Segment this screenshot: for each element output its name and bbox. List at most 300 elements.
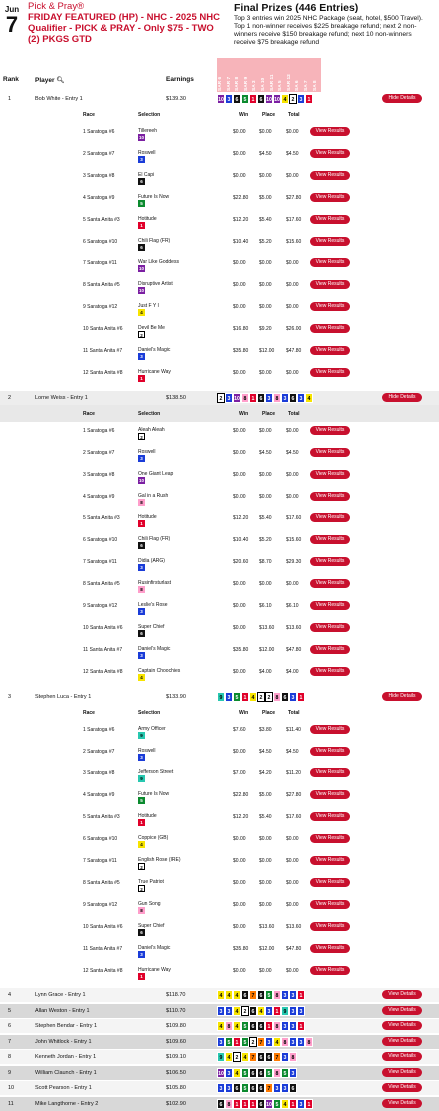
- pick-chip: 4: [217, 1021, 225, 1031]
- race-header-label: SAR 6: [218, 76, 223, 91]
- view-results-button[interactable]: View Results: [310, 645, 350, 654]
- detail-win: $12.20: [233, 216, 249, 223]
- detail-row: [0, 553, 439, 570]
- detail-selection: [138, 492, 169, 505]
- view-results-button[interactable]: View Results: [310, 834, 350, 843]
- pick-strip: [217, 1099, 313, 1110]
- pick-chip: 6: [257, 1083, 265, 1093]
- pick-chip: 5: [265, 1068, 273, 1078]
- rank-header: Rank: [3, 76, 19, 83]
- detail-win: $0.00: [233, 260, 246, 267]
- view-results-button[interactable]: View Results: [310, 215, 350, 224]
- saddle-cloth: 8: [138, 499, 145, 506]
- player-row: [0, 1066, 439, 1080]
- hide-details-button[interactable]: Hide Details: [382, 393, 422, 402]
- player-earnings: $133.90: [166, 693, 186, 700]
- detail-selection: [138, 725, 166, 738]
- detail-total: $47.80: [286, 348, 302, 354]
- pick-chip: 3: [289, 1037, 297, 1047]
- view-results-button[interactable]: View Results: [310, 944, 350, 953]
- detail-total: $0.00: [286, 858, 299, 864]
- pick-chip: 1: [249, 1099, 257, 1109]
- detail-selection: [138, 128, 157, 140]
- player-name[interactable]: Scott Pearson - Entry 1: [35, 1085, 92, 1092]
- player-name[interactable]: Allan Weston - Entry 1: [35, 1007, 90, 1014]
- view-results-button[interactable]: View Results: [310, 470, 350, 479]
- pick-chip: 2: [233, 1052, 241, 1062]
- pick-chip: 6: [257, 393, 265, 403]
- saddle-cloth: 4: [138, 309, 145, 316]
- view-details-button[interactable]: View Details: [382, 1037, 422, 1046]
- pick-chip: 2: [257, 692, 265, 702]
- detail-place: $5.40: [259, 216, 272, 223]
- detail-win: $0.00: [233, 879, 246, 886]
- race-header-label: SA 8: [312, 80, 318, 91]
- player-row: [0, 1081, 439, 1095]
- player-name[interactable]: Stephen Luca - Entry 1: [35, 693, 92, 700]
- pick-chip: 4: [225, 990, 233, 1000]
- pick-chip: 4: [225, 1052, 233, 1062]
- pick-chip: 6: [289, 393, 297, 403]
- pick-chip: 2: [217, 393, 225, 403]
- detail-selection: [138, 514, 157, 527]
- view-results-button[interactable]: View Results: [310, 346, 350, 355]
- detail-race: 6 Saratoga #10: [83, 836, 118, 843]
- race-header-label: SA 6: [295, 80, 301, 91]
- view-results-button[interactable]: View Results: [310, 856, 350, 865]
- detail-win: $0.00: [233, 923, 246, 930]
- horse-name: Hurricane Way: [138, 368, 171, 375]
- detail-place: $0.00: [259, 493, 272, 500]
- pick-chip: 5: [241, 1068, 249, 1078]
- pick-strip: [217, 94, 313, 105]
- detail-total: $6.10: [286, 603, 299, 609]
- view-results-button[interactable]: View Results: [310, 790, 350, 799]
- contest-date: [0, 0, 24, 36]
- detail-place: $5.40: [259, 814, 272, 821]
- player-rank: 5: [8, 1007, 12, 1014]
- detail-row: [0, 298, 439, 315]
- pick-chip: 1: [249, 94, 257, 104]
- pick-chip: 6: [257, 990, 265, 1000]
- view-results-button[interactable]: View Results: [310, 492, 350, 501]
- detail-race: 12 Santa Anita #8: [83, 967, 123, 974]
- horse-name: Roswell: [138, 149, 156, 156]
- pick-chip: 4: [281, 94, 289, 104]
- pick-strip: [217, 990, 305, 1001]
- detail-place: $0.00: [259, 901, 272, 908]
- pick-chip: 6: [217, 1099, 225, 1109]
- pick-chip: 6: [257, 1021, 265, 1031]
- hide-details-button[interactable]: Hide Details: [382, 692, 422, 701]
- view-details-button[interactable]: View Details: [382, 1052, 422, 1061]
- player-row: [0, 690, 439, 704]
- detail-selection: [138, 769, 174, 782]
- detail-win: $35.80: [233, 646, 249, 653]
- detail-row: [0, 743, 439, 760]
- detail-col-win: Win: [239, 410, 249, 417]
- detail-row: [0, 466, 439, 483]
- pick-chip: 7: [257, 1037, 265, 1047]
- view-details-button[interactable]: View Details: [382, 1006, 422, 1015]
- detail-selection: [138, 303, 159, 316]
- view-results-button[interactable]: View Results: [310, 149, 350, 158]
- detail-row: [0, 276, 439, 293]
- view-results-button[interactable]: View Results: [310, 535, 350, 544]
- view-results-button[interactable]: View Results: [310, 966, 350, 975]
- pick-chip: 4: [281, 1099, 289, 1109]
- detail-total: $17.60: [286, 216, 302, 223]
- view-results-button[interactable]: View Results: [310, 368, 350, 377]
- pick-chip: 9: [281, 1006, 289, 1016]
- detail-race: 7 Saratoga #11: [83, 559, 117, 566]
- leaderboard-header: [0, 76, 439, 92]
- pick-chip: 3: [225, 1006, 233, 1016]
- view-results-button[interactable]: View Results: [310, 513, 350, 522]
- detail-selection: [138, 558, 165, 571]
- prizes-panel: [234, 2, 434, 47]
- player-name[interactable]: Stephen Bendar - Entry 1: [35, 1023, 98, 1030]
- detail-row: [0, 852, 439, 869]
- detail-place: $0.00: [259, 879, 272, 886]
- pick-chip: 5: [265, 990, 273, 1000]
- search-icon[interactable]: 🔍︎: [56, 77, 65, 84]
- pick-chip: 4: [233, 990, 241, 1000]
- detail-total: $0.00: [286, 581, 299, 588]
- detail-row: [0, 896, 439, 913]
- saddle-cloth: 10: [138, 266, 144, 272]
- detail-total: $17.60: [286, 515, 302, 522]
- detail-row: [0, 874, 439, 891]
- saddle-cloth: 6: [138, 630, 145, 637]
- view-results-button[interactable]: View Results: [310, 601, 350, 610]
- detail-row: [0, 488, 439, 505]
- pick-chip: 8: [225, 1021, 233, 1031]
- view-details-button[interactable]: View Details: [382, 1021, 422, 1030]
- horse-name: Future Is Now: [138, 791, 170, 798]
- horse-name: Didia (ARG): [138, 558, 165, 565]
- player-rank: 10: [8, 1085, 15, 1092]
- detail-row: [0, 320, 439, 337]
- detail-selection: [138, 966, 171, 979]
- detail-total: $0.00: [286, 879, 299, 886]
- player-name[interactable]: John Whitlock - Entry 1: [35, 1038, 92, 1045]
- detail-total: $0.00: [286, 967, 299, 974]
- detail-place: $0.00: [259, 427, 272, 434]
- player-header-label: Player: [35, 77, 55, 84]
- view-results-button[interactable]: View Results: [310, 448, 350, 457]
- pick-chip: 1: [241, 1099, 249, 1109]
- view-details-button[interactable]: View Details: [382, 1068, 422, 1077]
- player-rank: 8: [8, 1054, 12, 1061]
- horse-name: Tillereeh: [138, 128, 157, 134]
- detail-total: $47.80: [286, 646, 302, 653]
- pick-chip: 1: [297, 990, 305, 1000]
- detail-race: 1 Saratoga #6: [83, 427, 115, 434]
- saddle-cloth: 3: [138, 608, 145, 615]
- pick-strip: [217, 1083, 297, 1094]
- pick-chip: 4: [241, 1052, 249, 1062]
- detail-race: 12 Santa Anita #8: [83, 668, 123, 675]
- saddle-cloth: 3: [138, 652, 145, 659]
- pick-chip: 9: [217, 1052, 225, 1062]
- pick-strip: [217, 692, 305, 703]
- pick-chip: 3: [281, 393, 289, 403]
- view-results-button[interactable]: View Results: [310, 302, 350, 311]
- view-results-button[interactable]: View Results: [310, 768, 350, 777]
- pick-chip: 3: [289, 1068, 297, 1078]
- pick-chip: 6: [249, 1083, 257, 1093]
- pick-chip: 6: [289, 1083, 297, 1093]
- detail-win: $0.00: [233, 668, 246, 675]
- detail-race: 5 Santa Anita #3: [83, 814, 120, 821]
- view-results-button[interactable]: View Results: [310, 747, 350, 756]
- saddle-cloth: 2: [138, 331, 145, 338]
- pick-chip: 6: [249, 1068, 257, 1078]
- detail-place: $0.00: [259, 304, 272, 311]
- player-earnings: $105.80: [166, 1085, 186, 1092]
- detail-selection: [138, 580, 172, 593]
- detail-race: 9 Saratoga #12: [83, 901, 118, 908]
- pick-strip: [217, 1021, 305, 1032]
- player-rank: 9: [8, 1069, 12, 1076]
- horse-name: Daniel's Magic: [138, 347, 171, 353]
- detail-total: $11.20: [286, 770, 301, 777]
- detail-selection: [138, 835, 169, 848]
- detail-col-place: Place: [262, 410, 276, 417]
- detail-race: 2 Saratoga #7: [83, 449, 115, 456]
- pick-strip: [217, 393, 313, 404]
- view-details-button[interactable]: View Details: [382, 1083, 422, 1092]
- detail-selection: [138, 922, 165, 935]
- view-results-button[interactable]: View Results: [310, 324, 350, 333]
- detail-race: 11 Santa Anita #7: [83, 348, 123, 354]
- pick-chip: 3: [281, 990, 289, 1000]
- detail-win: $0.00: [233, 581, 246, 588]
- player-name[interactable]: Lorne Weiss - Entry 1: [35, 394, 88, 401]
- detail-total: $0.00: [286, 369, 299, 376]
- pick-strip: [217, 1037, 313, 1048]
- race-header-label: SAR 7: [226, 76, 232, 91]
- pick-chip: 6: [249, 1006, 257, 1016]
- view-results-button[interactable]: View Results: [310, 623, 350, 632]
- view-results-button[interactable]: View Results: [310, 557, 350, 566]
- contest-title: FRIDAY FEATURED (HP) - NHC - 2025 NHC Qualifier - PICK & PRAY - Only $75 - TWO (2) PKGS GTD: [28, 12, 220, 45]
- view-results-button[interactable]: View Results: [310, 280, 350, 289]
- pick-chip: 3: [225, 1083, 233, 1093]
- detail-total: $15.60: [286, 537, 302, 544]
- pick-chip: 7: [265, 1083, 273, 1093]
- view-results-button[interactable]: View Results: [310, 812, 350, 821]
- detail-race: 8 Santa Anita #5: [83, 879, 120, 886]
- saddle-cloth: 8: [138, 907, 145, 914]
- saddle-cloth: 3: [138, 353, 145, 360]
- saddle-cloth: 8: [138, 586, 145, 593]
- horse-name: Hotitude: [138, 514, 157, 521]
- detail-win: $0.00: [233, 967, 246, 974]
- detail-win: $0.00: [233, 129, 246, 135]
- detail-total: $13.60: [286, 624, 302, 631]
- pick-chip: 3: [217, 1083, 225, 1093]
- detail-total: $0.00: [286, 471, 299, 478]
- detail-win: $0.00: [233, 603, 246, 609]
- horse-name: English Rose (IRE): [138, 857, 181, 863]
- detail-race: 4 Saratoga #9: [83, 792, 115, 799]
- detail-total: $15.60: [286, 238, 302, 245]
- detail-selection: [138, 237, 171, 250]
- player-header[interactable]: [35, 76, 65, 84]
- detail-place: $8.70: [259, 559, 272, 566]
- view-results-button[interactable]: View Results: [310, 237, 350, 246]
- saddle-cloth: 6: [138, 929, 145, 936]
- pick-chip: 4: [249, 692, 257, 702]
- earnings-header: Earnings: [166, 76, 194, 83]
- pick-chip: 3: [225, 393, 233, 403]
- player-name[interactable]: Kenneth Jordan - Entry 1: [35, 1054, 97, 1061]
- horse-name: Future Is Now: [138, 193, 170, 200]
- detail-header: [0, 405, 439, 422]
- view-details-button[interactable]: View Details: [382, 990, 422, 999]
- detail-total: $0.00: [286, 129, 299, 135]
- detail-win: $0.00: [233, 449, 246, 456]
- player-name[interactable]: William Claunch - Entry 1: [35, 1069, 97, 1076]
- view-results-button[interactable]: View Results: [310, 922, 350, 931]
- detail-win: $0.00: [233, 748, 246, 755]
- player-row: [0, 1035, 439, 1049]
- detail-place: $12.00: [259, 945, 275, 952]
- view-details-button[interactable]: View Details: [382, 1099, 422, 1108]
- detail-total: $0.00: [286, 172, 299, 179]
- saddle-cloth: 1: [138, 973, 145, 980]
- detail-win: $0.00: [233, 369, 246, 376]
- pick-chip: 2: [241, 1006, 249, 1016]
- view-results-button[interactable]: View Results: [310, 193, 350, 202]
- detail-race: 11 Santa Anita #7: [83, 945, 123, 952]
- detail-win: $12.20: [233, 814, 249, 821]
- detail-total: $26.00: [286, 326, 302, 333]
- detail-win: $7.00: [233, 770, 246, 777]
- detail-place: $0.00: [259, 129, 272, 135]
- detail-row: [0, 189, 439, 206]
- view-results-button[interactable]: View Results: [310, 171, 350, 180]
- view-results-button[interactable]: View Results: [310, 900, 350, 909]
- detail-place: $6.10: [259, 603, 272, 609]
- detail-race: 3 Saratoga #8: [83, 471, 115, 478]
- detail-race: 9 Saratoga #12: [83, 603, 118, 609]
- pick-chip: 1: [305, 94, 313, 104]
- detail-win: $10.40: [233, 238, 249, 245]
- detail-race: 10 Santa Anita #6: [83, 624, 123, 631]
- saddle-cloth: 3: [138, 564, 145, 571]
- detail-total: $13.60: [286, 923, 302, 930]
- pick-chip: 6: [233, 94, 241, 104]
- detail-row: [0, 509, 439, 526]
- detail-header: [0, 704, 439, 721]
- detail-total: $11.40: [286, 726, 301, 733]
- detail-selection: [138, 470, 174, 483]
- detail-row: [0, 786, 439, 803]
- horse-name: Roswell: [138, 747, 156, 754]
- hide-details-button[interactable]: Hide Details: [382, 94, 422, 103]
- pick-chip: 4: [305, 393, 313, 403]
- pick-chip: 3: [225, 692, 233, 702]
- player-rank: 4: [8, 992, 12, 999]
- view-results-button[interactable]: View Results: [310, 127, 350, 136]
- horse-name: Gal in a Rush: [138, 492, 169, 499]
- player-name[interactable]: Bob White - Entry 1: [35, 96, 83, 102]
- pick-chip: 3: [289, 1006, 297, 1016]
- pick-chip: 3: [289, 990, 297, 1000]
- detail-row: [0, 721, 439, 738]
- view-results-button[interactable]: View Results: [310, 878, 350, 887]
- pick-chip: 6: [249, 1021, 257, 1031]
- detail-win: $0.00: [233, 150, 246, 157]
- view-results-button[interactable]: View Results: [310, 725, 350, 734]
- detail-win: $0.00: [233, 471, 246, 478]
- detail-selection: [138, 944, 171, 957]
- saddle-cloth: 4: [138, 674, 145, 681]
- pick-chip: 6: [257, 94, 265, 104]
- pick-chip: 6: [257, 1068, 265, 1078]
- contest-month: Jun: [4, 5, 20, 14]
- horse-name: Leslie's Rose: [138, 602, 168, 608]
- race-header-label: SAR 8: [235, 76, 241, 91]
- contest-brand: Pick & Pray®: [28, 1, 85, 12]
- horse-name: Roswell: [138, 448, 156, 455]
- player-earnings: $102.90: [166, 1100, 186, 1107]
- pick-chip: 2: [289, 94, 297, 104]
- player-earnings: $139.30: [166, 96, 186, 102]
- horse-name: Captain Choochies: [138, 667, 181, 674]
- player-earnings: $110.70: [166, 1007, 186, 1014]
- player-name[interactable]: Mike Langthorne - Entry 2: [35, 1100, 99, 1107]
- view-results-button[interactable]: View Results: [310, 579, 350, 588]
- detail-place: $0.00: [259, 581, 272, 588]
- detail-win: $0.00: [233, 858, 246, 864]
- detail-col-race: Race: [83, 410, 95, 417]
- detail-race: 4 Saratoga #9: [83, 493, 115, 500]
- view-results-button[interactable]: View Results: [310, 667, 350, 676]
- pick-chip: 9: [217, 692, 225, 702]
- detail-race: 8 Santa Anita #5: [83, 282, 120, 289]
- detail-row: [0, 940, 439, 957]
- view-results-button[interactable]: View Results: [310, 258, 350, 267]
- detail-place: $5.00: [259, 194, 272, 201]
- detail-col-total: Total: [288, 112, 300, 118]
- horse-name: True Patriot: [138, 878, 164, 885]
- pick-chip: 4: [233, 1068, 241, 1078]
- detail-row: [0, 145, 439, 162]
- saddle-cloth: 5: [138, 200, 145, 207]
- pick-chip: 8: [281, 1037, 289, 1047]
- detail-win: $0.00: [233, 282, 246, 289]
- view-results-button[interactable]: View Results: [310, 426, 350, 435]
- detail-place: $13.60: [259, 923, 275, 930]
- pick-chip: 4: [217, 990, 225, 1000]
- detail-win: $10.40: [233, 537, 249, 544]
- player-row: [0, 988, 439, 1002]
- detail-col-selection: Selection: [138, 112, 161, 118]
- detail-place: $0.00: [259, 471, 272, 478]
- player-name[interactable]: Lynn Grace - Entry 1: [35, 992, 86, 999]
- pick-chip: 3: [297, 1099, 305, 1109]
- detail-win: $0.00: [233, 836, 246, 843]
- horse-name: Daniel's Magic: [138, 645, 171, 652]
- pick-chip: 6: [281, 692, 289, 702]
- detail-win: $22.80: [233, 194, 249, 201]
- detail-row: [0, 663, 439, 680]
- detail-race: 12 Santa Anita #8: [83, 369, 123, 376]
